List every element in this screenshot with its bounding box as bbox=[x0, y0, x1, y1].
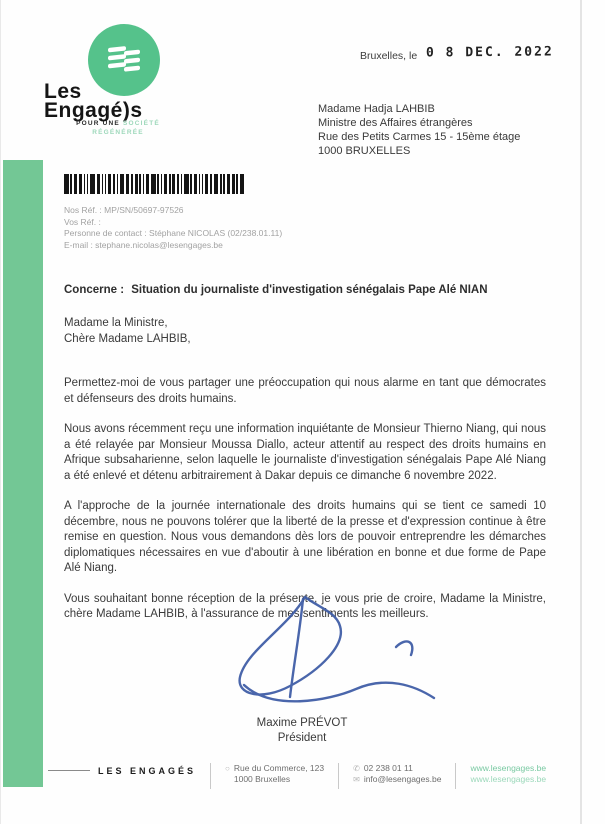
barcode-bar bbox=[190, 174, 192, 194]
barcode-bar bbox=[139, 174, 141, 194]
footer-contact bbox=[353, 763, 441, 785]
letter-body bbox=[64, 316, 546, 623]
footer-address bbox=[225, 763, 324, 785]
recipient-street: Rue des Petits Carmes 15 - 15ème étage bbox=[318, 131, 521, 143]
barcode-bar bbox=[223, 174, 225, 194]
green-side-band bbox=[3, 160, 43, 787]
barcode-bar bbox=[184, 174, 189, 194]
logo-wordmark-line1: Les bbox=[44, 80, 82, 103]
barcode-bar bbox=[240, 174, 245, 194]
tagline-pour-une: POUR UNE bbox=[76, 120, 123, 127]
references-block bbox=[64, 205, 282, 251]
footer-website-1: www.lesengages.be bbox=[470, 763, 547, 773]
barcode-bar bbox=[108, 174, 111, 194]
barcode-bar bbox=[214, 174, 219, 194]
signature-block bbox=[222, 716, 382, 746]
barcode-bar bbox=[236, 174, 238, 194]
ref-contact: Personne de contact : Stéphane NICOLAS (02/238.01.11) bbox=[64, 228, 283, 238]
footer-divider-1 bbox=[210, 763, 211, 789]
barcode-bar bbox=[113, 174, 115, 194]
email-icon: ✉ bbox=[353, 775, 360, 784]
paragraph-4: Vous souhaitant bonne réception de la présente, je vous prie de croire, Madame la Ministre, chère Madame LAHBIB, à l'assurance de mes sentiments les meilleurs. bbox=[64, 592, 546, 620]
location-icon: ○ bbox=[225, 764, 230, 773]
phone-icon: ✆ bbox=[353, 764, 360, 773]
barcode-bar bbox=[202, 174, 204, 194]
barcode-bar bbox=[79, 174, 82, 194]
paragraph-3: A l'approche de la journée internationale des droits humains qui se tient ce samedi 10 décembre, nous ne pouvons tolérer que la liberté de la presse et d'expression continue à être remise en question. Nous vous demandons dès lors de pouvoir entreprendre les démarches diplomatiques nécessaires en vue d'aboutir à une libération en bonne et due forme de Pape Alé Niang. bbox=[64, 500, 546, 574]
barcode bbox=[64, 174, 246, 194]
barcode-bar bbox=[84, 174, 86, 194]
ref-email: E-mail : stephane.nicolas@lesengages.be bbox=[64, 239, 223, 250]
barcode-bar bbox=[227, 174, 230, 194]
barcode-bar bbox=[232, 174, 235, 194]
barcode-bar bbox=[70, 174, 72, 194]
barcode-bar bbox=[220, 174, 222, 194]
tagline-regeneree: RÉGÉNÉRÉE bbox=[92, 129, 144, 136]
barcode-bar bbox=[117, 174, 119, 194]
logo-wordmark-line2: Engagé)s bbox=[44, 99, 143, 122]
footer-divider-2 bbox=[338, 763, 339, 789]
barcode-bar bbox=[97, 174, 100, 194]
footer-address-line2: 1000 Bruxelles bbox=[233, 774, 291, 784]
footer-divider-3 bbox=[455, 763, 456, 789]
barcode-bar bbox=[161, 174, 163, 194]
salutation-line2: Chère Madame LAHBIB, bbox=[64, 332, 191, 345]
barcode-bar bbox=[143, 174, 145, 194]
barcode-bar bbox=[87, 174, 89, 194]
date-city-label: Bruxelles, le bbox=[360, 50, 418, 62]
salutation-line1: Madame la Ministre, bbox=[64, 317, 168, 329]
barcode-bar bbox=[64, 174, 69, 194]
paragraph-2: Nous avons récemment reçu une information inquiétante de Monsieur Thierno Niang, qui nous a été relayée par Monsieur Moussa Diallo, acteur attentif au respect des droits humains en Afrique subsaharienne, selon laquelle le journaliste d'investigation sénégalais Pape Alé Niang a été enlevé et détenu arbitrairement à Dakar depuis ce dimanche 6 novembre 2022. bbox=[64, 423, 546, 482]
barcode-bar bbox=[194, 174, 197, 194]
barcode-bar bbox=[199, 174, 201, 194]
barcode-bar bbox=[131, 174, 133, 194]
barcode-bar bbox=[90, 174, 95, 194]
paragraph-1: Permettez-moi de vous partager une préoccupation qui nous alarme en tant que démocrates et défenseurs des droits humains. bbox=[64, 377, 546, 405]
barcode-bar bbox=[205, 174, 208, 194]
barcode-bar bbox=[177, 174, 179, 194]
logo-wordmark bbox=[44, 82, 143, 120]
barcode-bar bbox=[151, 174, 156, 194]
scan-edge-left bbox=[0, 0, 1, 824]
ref-vos: Vos Réf. : bbox=[64, 216, 101, 227]
footer-brand: LES ENGAGÉS bbox=[98, 766, 197, 776]
subject-label: Concerne : bbox=[64, 284, 125, 296]
logo-tagline bbox=[62, 119, 174, 137]
tagline-societe: SOCIÉTÉ bbox=[122, 120, 160, 127]
signer-name: Maxime PRÉVOT bbox=[256, 717, 348, 729]
barcode-bar bbox=[120, 174, 125, 194]
footer-phone: 02 238 01 11 bbox=[363, 763, 413, 773]
barcode-bar bbox=[146, 174, 149, 194]
footer-dash bbox=[48, 770, 90, 771]
barcode-bar bbox=[210, 174, 212, 194]
barcode-bar bbox=[181, 174, 183, 194]
barcode-bar bbox=[164, 174, 167, 194]
date-stamp: 0 8 DEC. 2022 bbox=[425, 44, 554, 61]
footer-email: info@lesengages.be bbox=[363, 774, 442, 784]
footer-website-2: www.lesengages.be bbox=[470, 774, 547, 784]
barcode-bar bbox=[157, 174, 159, 194]
barcode-bar bbox=[172, 174, 175, 194]
footer-websites bbox=[470, 763, 546, 785]
recipient-title: Ministre des Affaires étrangères bbox=[318, 117, 473, 129]
barcode-bar bbox=[135, 174, 138, 194]
ref-nos: Nos Réf. : MP/SN/50697-97526 bbox=[64, 205, 184, 215]
barcode-bar bbox=[102, 174, 104, 194]
subject-text: Situation du journaliste d'investigation sénégalais Pape Alé NIAN bbox=[131, 284, 488, 296]
barcode-bar bbox=[126, 174, 129, 194]
recipient-city: 1000 BRUXELLES bbox=[318, 145, 411, 157]
barcode-bar bbox=[105, 174, 107, 194]
recipient-address-block bbox=[318, 102, 520, 158]
footer bbox=[0, 763, 580, 789]
barcode-bar bbox=[74, 174, 77, 194]
scan-edge-right bbox=[580, 0, 582, 824]
signature-ink bbox=[210, 585, 450, 725]
subject-line bbox=[64, 284, 546, 296]
recipient-name: Madame Hadja LAHBIB bbox=[318, 103, 435, 115]
footer-address-line1: Rue du Commerce, 123 bbox=[233, 763, 325, 773]
barcode-bar bbox=[169, 174, 171, 194]
signer-title: Président bbox=[277, 732, 327, 744]
